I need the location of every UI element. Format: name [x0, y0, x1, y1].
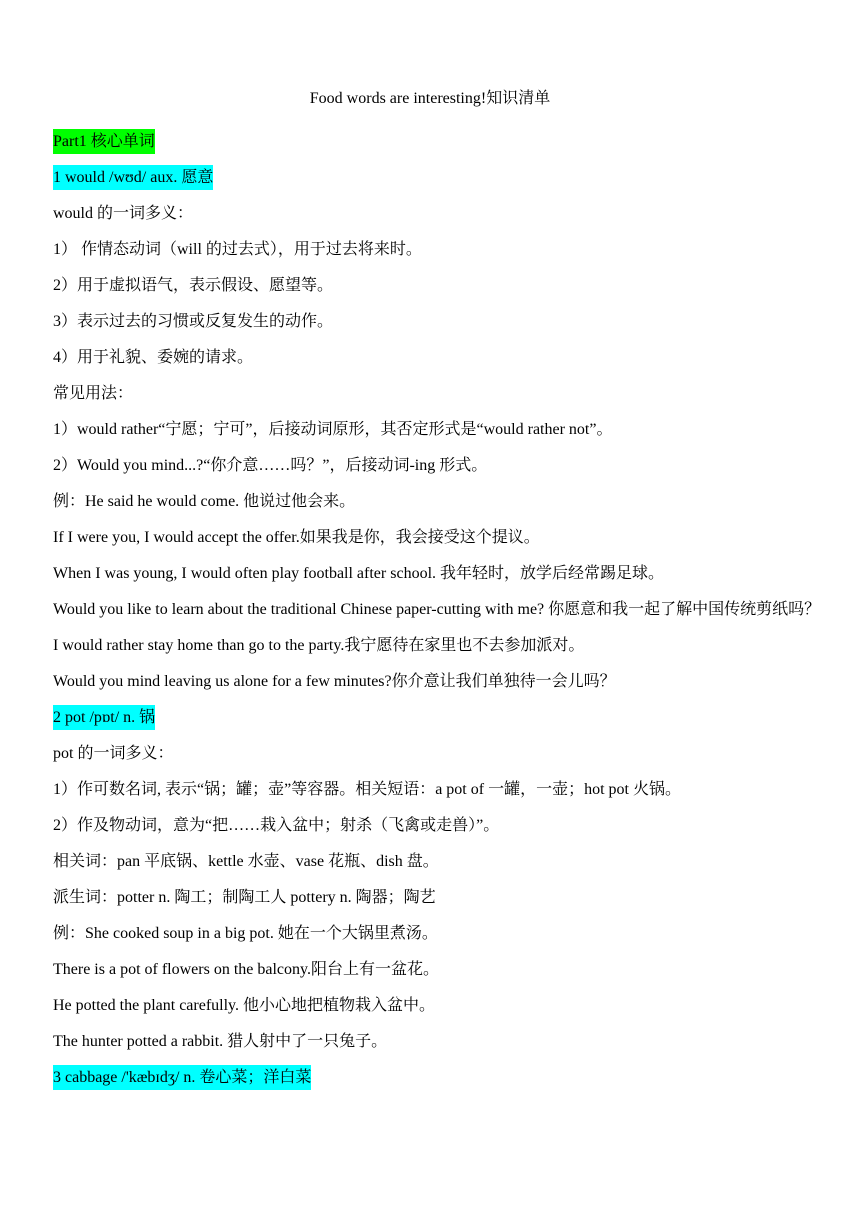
sense-item: 1） 作情态动词（will 的过去式），用于过去将来时。: [53, 241, 422, 258]
entry-heading-line: [53, 700, 821, 736]
example-sentence: There is a pot of flowers on the balcony.阳台上有一盆花。: [53, 961, 439, 978]
example-sentence: When I was young, I would often play football after school. 我年轻时，放学后经常踢足球。: [53, 565, 665, 582]
polysemy-title: pot 的一词多义：: [53, 745, 174, 762]
entry-heading-would: 1 would /wʊd/ aux. 愿意: [53, 165, 213, 190]
example-sentence: Would you mind leaving us alone for a few minutes?你介意让我们单独待一会儿吗？: [53, 673, 616, 690]
example-sentence: 例：She cooked soup in a big pot. 她在一个大锅里煮汤。: [53, 925, 438, 942]
derived-words: 派生词：potter n. 陶工；制陶工人 pottery n. 陶器；陶艺: [53, 889, 436, 906]
part-heading-line: [53, 124, 821, 160]
sense-item: 4）用于礼貌、委婉的请求。: [53, 349, 254, 366]
part-heading: Part1 核心单词: [53, 129, 155, 154]
entry-heading-pot: 2 pot /pɒt/ n. 锅: [53, 705, 155, 730]
polysemy-title: would 的一词多义：: [53, 205, 194, 222]
document-title: Food words are interesting!知识清单: [309, 90, 551, 107]
example-sentence: 例：He said he would come. 他说过他会来。: [53, 493, 356, 510]
usage-item: 2）Would you mind...?“你介意……吗？”，后接动词-ing 形式。: [53, 457, 488, 474]
example-sentence: If I were you, I would accept the offer.如果我是你，我会接受这个提议。: [53, 529, 540, 546]
entry-heading-cabbage: 3 cabbage /'kæbɪdʒ/ n. 卷心菜；洋白菜: [53, 1065, 311, 1090]
example-sentence: Would you like to learn about the traditional Chinese paper-cutting with me? 你愿意和我一起了解中国传统剪纸吗？: [53, 601, 821, 618]
example-sentence: I would rather stay home than go to the party.我宁愿待在家里也不去参加派对。: [53, 637, 585, 654]
usage-title: 常见用法：: [53, 385, 134, 402]
document-body: [53, 124, 821, 1096]
example-sentence: He potted the plant carefully. 他小心地把植物栽入盆中。: [53, 997, 436, 1014]
related-words: 相关词：pan 平底锅、kettle 水壶、vase 花瓶、dish 盘。: [53, 853, 439, 870]
entry-heading-line: [53, 160, 821, 196]
entry-heading-line: [53, 1060, 821, 1096]
example-sentence: The hunter potted a rabbit. 猎人射中了一只兔子。: [53, 1033, 388, 1050]
sense-item: 3）表示过去的习惯或反复发生的动作。: [53, 313, 334, 330]
sense-item: 2）作及物动词，意为“把……栽入盆中；射杀（飞禽或走兽）”。: [53, 817, 500, 834]
sense-item: 1）作可数名词, 表示“锅；罐；壶”等容器。相关短语：a pot of 一罐，一壶；hot pot 火锅。: [53, 781, 681, 798]
sense-item: 2）用于虚拟语气，表示假设、愿望等。: [53, 277, 334, 294]
usage-item: 1）would rather“宁愿；宁可”，后接动词原形，其否定形式是“would rather not”。: [53, 421, 613, 438]
